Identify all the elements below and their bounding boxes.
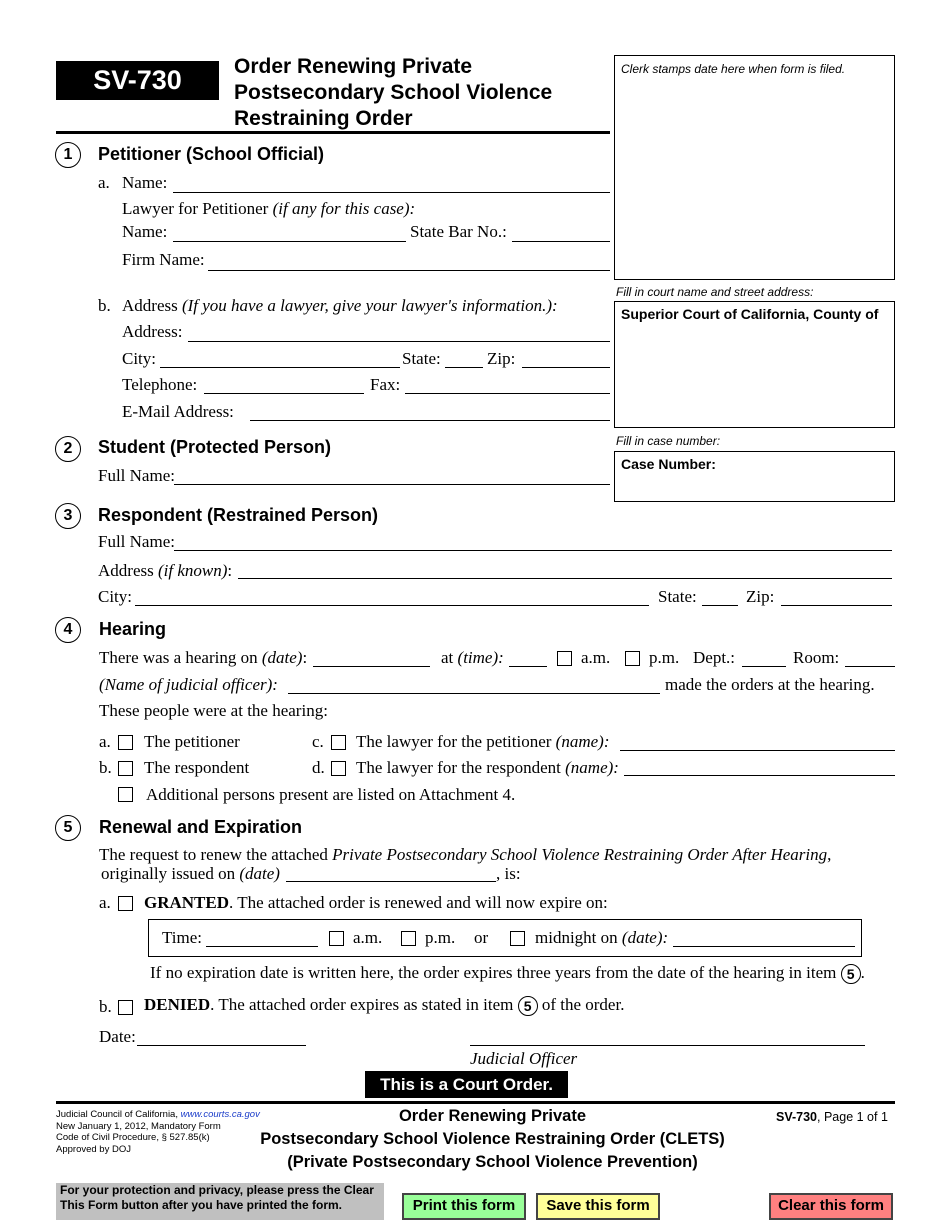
originally-issued-label: originally issued on (date): [101, 864, 280, 883]
item-3-number: 3: [55, 503, 81, 529]
zip-field[interactable]: [522, 367, 610, 368]
save-button[interactable]: Save this form: [536, 1193, 660, 1220]
court-name: Superior Court of California, County of: [621, 306, 879, 322]
hearing-pm-label: p.m.: [649, 648, 680, 667]
expiration-am-checkbox[interactable]: [329, 931, 344, 946]
firm-name-label: Firm Name:: [122, 250, 205, 269]
item-5b-letter: b.: [99, 997, 112, 1016]
room-label: Room:: [793, 648, 840, 667]
firm-name-field[interactable]: [208, 270, 610, 271]
expiration-pm-checkbox[interactable]: [401, 931, 416, 946]
item-4b-letter: b.: [99, 758, 112, 777]
item-4d-letter: d.: [312, 758, 325, 777]
email-field[interactable]: [250, 420, 610, 421]
expiration-am-label: a.m.: [353, 928, 383, 947]
item-5-heading: Renewal and Expiration: [99, 817, 303, 837]
respondent-zip-field[interactable]: [781, 605, 892, 606]
petitioner-name-field[interactable]: [173, 192, 610, 193]
expiration-note: If no expiration date is written here, the order expires three years from the date of the hearing in item 5 .: [150, 963, 865, 983]
signature-date-field[interactable]: [137, 1045, 306, 1046]
item-1-heading: Petitioner (School Official): [98, 144, 325, 164]
footer-rule: [56, 1101, 895, 1104]
petitioner-name-label: Name:: [122, 173, 168, 192]
expiration-time-label: Time:: [162, 928, 203, 947]
respondent-name-label: Full Name:: [98, 532, 175, 551]
denied-checkbox[interactable]: [118, 1000, 133, 1015]
fax-field[interactable]: [405, 393, 610, 394]
state-bar-field[interactable]: [512, 241, 610, 242]
telephone-field[interactable]: [204, 393, 364, 394]
item-5-number: 5: [55, 815, 81, 841]
people-present-text: These people were at the hearing:: [99, 701, 328, 720]
midnight-checkbox[interactable]: [510, 931, 525, 946]
footer-title: Order Renewing Private Postsecondary School Violence Restraining Order (CLETS) (Private Postsecondary School Violence Prevention): [260, 1107, 725, 1171]
judicial-officer-field[interactable]: [288, 693, 660, 694]
item-ref-circle: 5: [841, 964, 861, 984]
case-number-box[interactable]: [614, 451, 895, 502]
courts-website-link[interactable]: www.courts.ca.gov: [180, 1109, 260, 1120]
hearing-am-checkbox[interactable]: [557, 651, 572, 666]
is-text: , is:: [496, 864, 521, 883]
expiration-date-field[interactable]: [673, 946, 855, 947]
made-orders-text: made the orders at the hearing.: [665, 675, 875, 694]
hearing-am-label: a.m.: [581, 648, 611, 667]
state-field[interactable]: [445, 367, 483, 368]
item-4c-letter: c.: [312, 732, 324, 751]
originally-issued-date-field[interactable]: [286, 881, 496, 882]
state-bar-label: State Bar No.:: [410, 222, 507, 241]
lawyer-respondent-name-field[interactable]: [624, 775, 895, 776]
lawyer-respondent-label: The lawyer for the respondent (name):: [356, 758, 619, 777]
footer-left-info: Judicial Council of California, www.courts.ca.gov New January 1, 2012, Mandatory Form Code of Civil Procedure, § 527.85(k) Approved by DOJ: [56, 1109, 260, 1155]
petitioner-present-checkbox[interactable]: [118, 735, 133, 750]
judicial-officer-caption: Judicial Officer: [470, 1049, 578, 1068]
respondent-address-label: Address (if known):: [98, 561, 233, 580]
dept-label: Dept.:: [693, 648, 736, 667]
clerk-stamp-box: [614, 55, 895, 280]
additional-persons-label: Additional persons present are listed on Attachment 4.: [146, 785, 516, 804]
dept-field[interactable]: [742, 666, 786, 667]
hearing-date-label: There was a hearing on (date):: [99, 648, 308, 667]
lawyer-name-field[interactable]: [173, 241, 406, 242]
header-rule: [56, 131, 610, 134]
lawyer-for-petitioner-label: Lawyer for Petitioner (if any for this case):: [122, 199, 416, 218]
item-4a-letter: a.: [99, 732, 111, 751]
item-4-number: 4: [55, 617, 81, 643]
email-label: E-Mail Address:: [122, 402, 234, 421]
or-text: or: [474, 928, 489, 947]
hearing-time-label: at (time):: [441, 648, 504, 667]
respondent-city-label: City:: [98, 587, 133, 606]
granted-checkbox[interactable]: [118, 896, 133, 911]
signature-date-label: Date:: [99, 1027, 136, 1046]
state-label: State:: [402, 349, 441, 368]
address-field[interactable]: [188, 341, 610, 342]
denied-text: DENIED. The attached order expires as stated in item 5 of the order.: [144, 995, 625, 1015]
item-4-heading: Hearing: [99, 619, 167, 639]
judicial-officer-label: (Name of judicial officer):: [99, 675, 278, 694]
item-2-heading: Student (Protected Person): [98, 437, 332, 457]
court-order-banner: This is a Court Order.: [365, 1071, 568, 1098]
respondent-present-label: The respondent: [144, 758, 250, 777]
court-address-box[interactable]: [614, 301, 895, 428]
court-fill-label: Fill in court name and street address:: [616, 285, 814, 299]
form-title: Order Renewing Private Postsecondary School Violence Restraining Order: [234, 55, 553, 130]
lawyer-petitioner-name-field[interactable]: [620, 750, 895, 751]
item-5a-letter: a.: [99, 893, 111, 912]
additional-persons-checkbox[interactable]: [118, 787, 133, 802]
address-intro: Address (If you have a lawyer, give your lawyer's information.):: [122, 296, 558, 315]
clerk-stamp-label: Clerk stamps date here when form is filed.: [621, 62, 846, 76]
student-name-label: Full Name:: [98, 466, 175, 485]
judicial-officer-signature-line[interactable]: [470, 1045, 865, 1046]
petitioner-present-label: The petitioner: [144, 732, 240, 751]
respondent-present-checkbox[interactable]: [118, 761, 133, 776]
respondent-name-field[interactable]: [174, 550, 892, 551]
city-field[interactable]: [160, 367, 400, 368]
print-button[interactable]: Print this form: [402, 1193, 526, 1220]
footer-page-number: SV-730, Page 1 of 1: [776, 1110, 888, 1124]
hearing-date-field[interactable]: [313, 666, 430, 667]
respondent-state-field[interactable]: [702, 605, 738, 606]
telephone-label: Telephone:: [122, 375, 198, 394]
granted-text: GRANTED. The attached order is renewed and will now expire on:: [144, 893, 608, 912]
room-field[interactable]: [845, 666, 895, 667]
lawyer-name-label: Name:: [122, 222, 168, 241]
clear-button[interactable]: Clear this form: [769, 1193, 893, 1220]
privacy-note: For your protection and privacy, please press the Clear This Form button after you have printed the form.: [56, 1183, 384, 1220]
item-ref-circle-denied: 5: [518, 996, 538, 1016]
item-2-number: 2: [55, 436, 81, 462]
lawyer-petitioner-label: The lawyer for the petitioner (name):: [356, 732, 610, 751]
expiration-box: [148, 919, 862, 957]
case-fill-label: Fill in case number:: [616, 434, 721, 448]
address-label: Address:: [122, 322, 183, 341]
hearing-pm-checkbox[interactable]: [625, 651, 640, 666]
item-1a-letter: a.: [98, 173, 110, 192]
respondent-city-field[interactable]: [135, 605, 649, 606]
item-3-heading: Respondent (Restrained Person): [98, 505, 379, 525]
respondent-zip-label: Zip:: [746, 587, 775, 606]
case-number-label: Case Number:: [621, 456, 716, 472]
lawyer-petitioner-checkbox[interactable]: [331, 735, 346, 750]
expiration-pm-label: p.m.: [425, 928, 456, 947]
respondent-address-field[interactable]: [238, 578, 892, 579]
zip-label: Zip:: [487, 349, 516, 368]
fax-label: Fax:: [370, 375, 401, 394]
item-1b-letter: b.: [98, 296, 111, 315]
midnight-label: midnight on (date):: [535, 928, 669, 947]
expiration-time-field[interactable]: [206, 946, 318, 947]
city-label: City:: [122, 349, 157, 368]
respondent-state-label: State:: [658, 587, 697, 606]
lawyer-respondent-checkbox[interactable]: [331, 761, 346, 776]
form-id-badge: SV-730: [56, 61, 219, 100]
student-name-field[interactable]: [174, 484, 610, 485]
item-1-number: 1: [55, 142, 81, 168]
renewal-request-text: The request to renew the attached Private Postsecondary School Violence Restraining Order After Hearing,: [99, 845, 832, 864]
hearing-time-field[interactable]: [509, 666, 547, 667]
